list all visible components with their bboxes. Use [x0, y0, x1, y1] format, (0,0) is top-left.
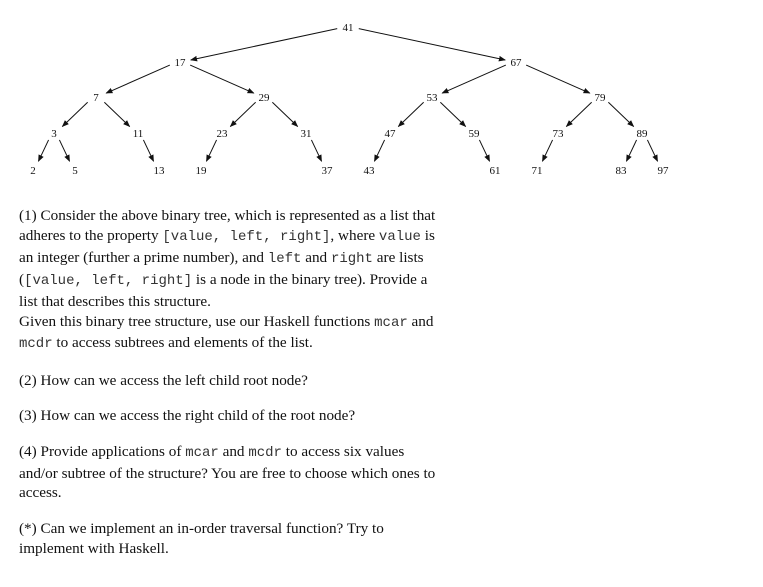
tree-node-79: 79: [594, 92, 606, 104]
question-3: (3) How can we access the right child of the root node?: [19, 407, 356, 425]
q1-code-5: [value, left, right]: [24, 272, 193, 289]
q1-text-4: and: [301, 248, 331, 266]
q1-code-1: [value, left, right]: [162, 228, 331, 245]
tree-node-23: 23: [216, 128, 228, 140]
q1-code-4: right: [330, 250, 373, 267]
edge-59-61: [479, 140, 489, 161]
q4-text-1: (4) Provide applications of: [19, 442, 186, 460]
tree-node-89: 89: [636, 128, 648, 140]
edge-47-43: [374, 140, 384, 161]
q1-text-9: to access subtrees and elements of the list.: [52, 334, 313, 352]
tree-node-97: 97: [657, 165, 669, 177]
edge-79-73: [566, 102, 591, 126]
tree-node-61: 61: [489, 165, 501, 177]
q1-text-3: is an integer (further a prime number), and: [19, 226, 435, 266]
q1-code-7: mcdr: [19, 336, 53, 353]
tree-node-11: 11: [132, 128, 144, 140]
question-1: [19, 206, 439, 355]
edge-29-23: [230, 102, 255, 126]
tree-node-73: 73: [552, 128, 564, 140]
tree-node-59: 59: [468, 128, 480, 140]
question-4: [19, 442, 439, 504]
q1-text-7: Given this binary tree structure, use our Haskell functions: [19, 312, 375, 330]
tree-node-17: 17: [174, 57, 186, 69]
q1-code-6: mcar: [374, 314, 408, 331]
q1-code-3: left: [267, 250, 302, 267]
tree-node-19: 19: [195, 165, 207, 177]
q4-text-3: to access six values and/or subtree of the structure? You are free to choose which ones to access.: [19, 442, 436, 502]
tree-node-47: 47: [384, 128, 396, 140]
edge-89-97: [647, 140, 657, 161]
edge-17-7: [106, 65, 170, 93]
tree-node-53: 53: [426, 92, 438, 104]
edge-79-89: [608, 102, 633, 126]
q4-text-2: and: [218, 442, 249, 460]
tree-node-3: 3: [51, 128, 57, 140]
q1-text-5: are lists (: [19, 248, 424, 288]
q1-text-2: , where: [330, 226, 379, 244]
edge-29-31: [272, 102, 297, 126]
edge-3-2: [38, 140, 48, 161]
q1-text-8: and: [407, 312, 434, 330]
edge-3-5: [59, 140, 69, 161]
tree-node-41: 41: [342, 22, 354, 34]
edge-17-29: [190, 65, 254, 93]
edge-7-3: [62, 102, 87, 126]
edge-23-19: [206, 140, 216, 161]
q1-code-2: value: [378, 228, 421, 245]
q4-code-1: mcar: [185, 444, 219, 461]
edge-67-79: [526, 65, 590, 93]
tree-node-29: 29: [258, 92, 270, 104]
tree-node-5: 5: [72, 165, 78, 177]
tree-node-31: 31: [300, 128, 312, 140]
question-2: (2) How can we access the left child root node?: [19, 371, 308, 389]
tree-node-67: 67: [510, 57, 522, 69]
edge-73-71: [542, 140, 552, 161]
tree-node-2: 2: [30, 165, 36, 177]
q1-text-1: (1) Consider the above binary tree, which is represented as a list that adheres to the property: [19, 207, 436, 244]
edge-53-47: [398, 102, 423, 126]
edge-11-13: [143, 140, 153, 161]
tree-node-13: 13: [153, 165, 165, 177]
question-star: (*) Can we implement an in-order traversal function? Try to implement with Haskell.: [19, 519, 384, 557]
edge-41-17: [191, 29, 337, 60]
edge-53-59: [440, 102, 465, 126]
tree-node-37: 37: [321, 165, 333, 177]
q4-code-2: mcdr: [248, 444, 282, 461]
edge-7-11: [104, 102, 129, 126]
edge-41-67: [359, 29, 505, 60]
tree-node-83: 83: [615, 165, 627, 177]
edge-31-37: [311, 140, 321, 161]
tree-node-43: 43: [363, 165, 375, 177]
edge-67-53: [442, 65, 506, 93]
q1-text-6: is a node in the binary tree). Provide a list that describes this structure.: [19, 270, 428, 310]
tree-node-71: 71: [531, 165, 543, 177]
edge-89-83: [626, 140, 636, 161]
tree-node-7: 7: [93, 92, 99, 104]
questions-text: [19, 206, 439, 574]
binary-tree-diagram: [0, 0, 763, 200]
